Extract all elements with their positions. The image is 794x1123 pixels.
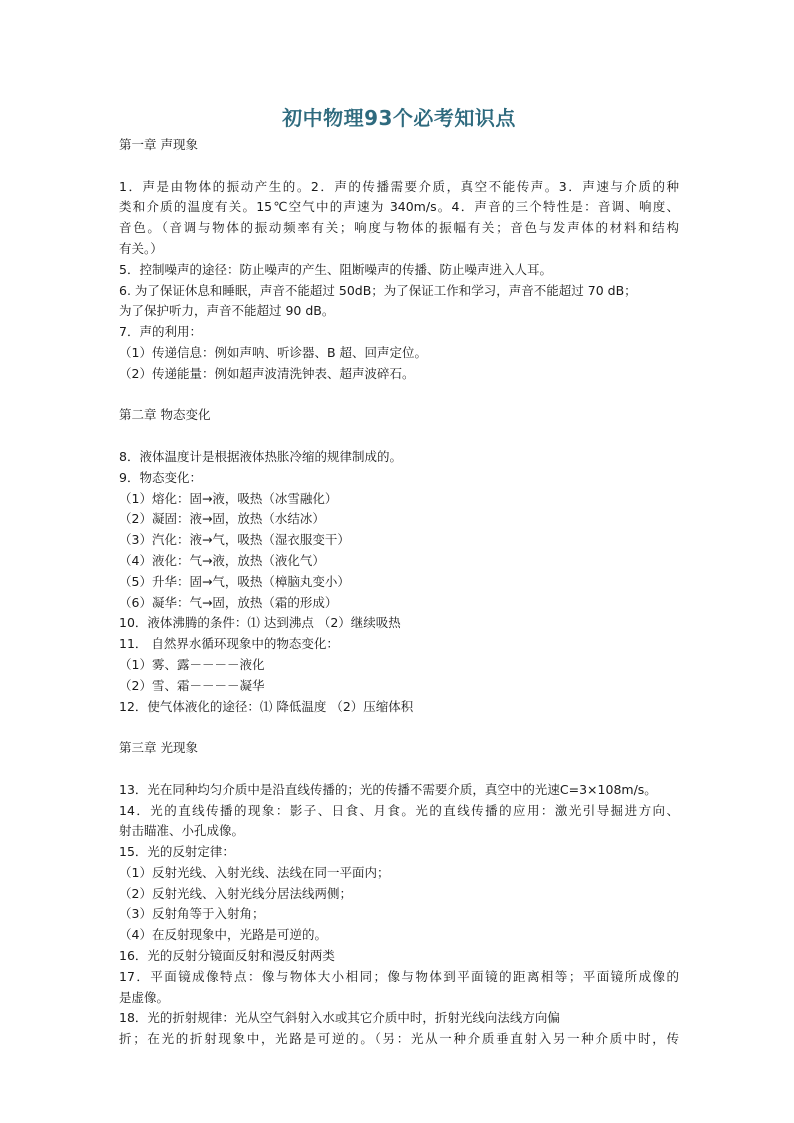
- paragraph-line: 7．声的利用：: [119, 324, 202, 340]
- paragraph-line: 射击瞄准、小孔成像。: [119, 823, 245, 839]
- blank-line: [119, 385, 679, 406]
- paragraph-line: 9．物态变化：: [119, 469, 202, 485]
- paragraph-line: 为了保护听力，声音不能超过 90 dB。: [119, 303, 335, 319]
- paragraph-line: （2）凝固：液→固，放热（水结冰）: [119, 511, 325, 527]
- paragraph-line: 8．液体温度计是根据液体热胀冷缩的规律制成的。: [119, 448, 402, 464]
- chapter-heading: 第一章 声现象: [119, 137, 198, 152]
- paragraph-line: 13．光在同种均匀介质中是沿直线传播的；光的传播不需要介质，真空中的光速C=3×108m/s。: [119, 781, 657, 797]
- paragraph-line: （4）在反射现象中，光路是可逆的。: [119, 927, 327, 943]
- paragraph-line: 音色。（音调与物体的振动频率有关；响度与物体的振幅有关；音色与发声体的材料和结构: [119, 220, 679, 236]
- paragraph-line: 有关。）: [119, 240, 163, 256]
- chapter-heading: 第二章 物态变化: [119, 407, 211, 423]
- blank-line: [119, 156, 679, 177]
- paragraph-line: 18．光的折射规律：光从空气斜射入水或其它介质中时，折射光线向法线方向偏: [119, 1010, 560, 1026]
- paragraph-line: （1）熔化：固→液，吸热（冰雪融化）: [119, 490, 338, 506]
- paragraph-line: （2）传递能量：例如超声波清洗钟表、超声波碎石。: [119, 365, 415, 381]
- paragraph-line: 6. 为了保证休息和睡眠，声音不能超过 50dB；为了保证工作和学习，声音不能超过 70 dB；: [119, 282, 637, 298]
- paragraph-line: 是虚像。: [119, 989, 170, 1005]
- paragraph-line: （3）反射角等于入射角；: [119, 906, 265, 922]
- document-body: [119, 135, 679, 1050]
- paragraph-line: （1）反射光线、入射光线、法线在同一平面内；: [119, 864, 390, 880]
- paragraph-line: 16．光的反射分镜面反射和漫反射两类: [119, 948, 335, 964]
- paragraph-line: 17．平面镜成像特点：像与物体大小相同；像与物体到平面镜的距离相等；平面镜所成像的: [119, 968, 679, 984]
- paragraph-line: （3）汽化：液→气，吸热（湿衣服变干）: [119, 532, 350, 548]
- paragraph-line: 1．声是由物体的振动产生的。2．声的传播需要介质，真空不能传声。3．声速与介质的种: [119, 178, 679, 194]
- paragraph-line: 14．光的直线传播的现象：影子、日食、月食。光的直线传播的应用：激光引导掘进方向、: [119, 802, 679, 818]
- blank-line: [119, 717, 679, 738]
- paragraph-line: 11． 自然界水循环现象中的物态变化：: [119, 636, 339, 652]
- paragraph-line: 折；在光的折射现象中，光路是可逆的。（另：光从一种介质垂直射入另一种介质中时，传: [119, 1031, 679, 1047]
- blank-line: [119, 759, 679, 780]
- paragraph-line: 类和介质的温度有关。15℃空气中的声速为 340m/s。4．声音的三个特性是：音调、响度、: [119, 199, 679, 215]
- paragraph-line: （2）反射光线、入射光线分居法线两侧；: [119, 885, 352, 901]
- paragraph-line: （2）雪、霜－－－－凝华: [119, 677, 265, 693]
- chapter-heading: 第三章 光现象: [119, 740, 198, 756]
- paragraph-line: 15．光的反射定律：: [119, 844, 235, 860]
- paragraph-line: （1）雾、露－－－－液化: [119, 656, 265, 672]
- paragraph-line: 12．使气体液化的途径：⑴ 降低温度 （2）压缩体积: [119, 698, 414, 714]
- paragraph-line: （6）凝华：气→固，放热（霜的形成）: [119, 594, 338, 610]
- document-title: 初中物理93个必考知识点: [282, 106, 516, 130]
- paragraph-line: 10．液体沸腾的条件：⑴ 达到沸点 （2）继续吸热: [119, 615, 401, 631]
- paragraph-line: （1）传递信息：例如声呐、听诊器、B 超、回声定位。: [119, 344, 428, 360]
- blank-line: [119, 426, 679, 447]
- paragraph-line: （4）液化：气→液，放热（液化气）: [119, 552, 325, 568]
- paragraph-line: 5．控制噪声的途径：防止噪声的产生、阻断噪声的传播、防止噪声进入人耳。: [119, 261, 552, 277]
- paragraph-line: （5）升华：固→气，吸热（樟脑丸变小）: [119, 573, 350, 589]
